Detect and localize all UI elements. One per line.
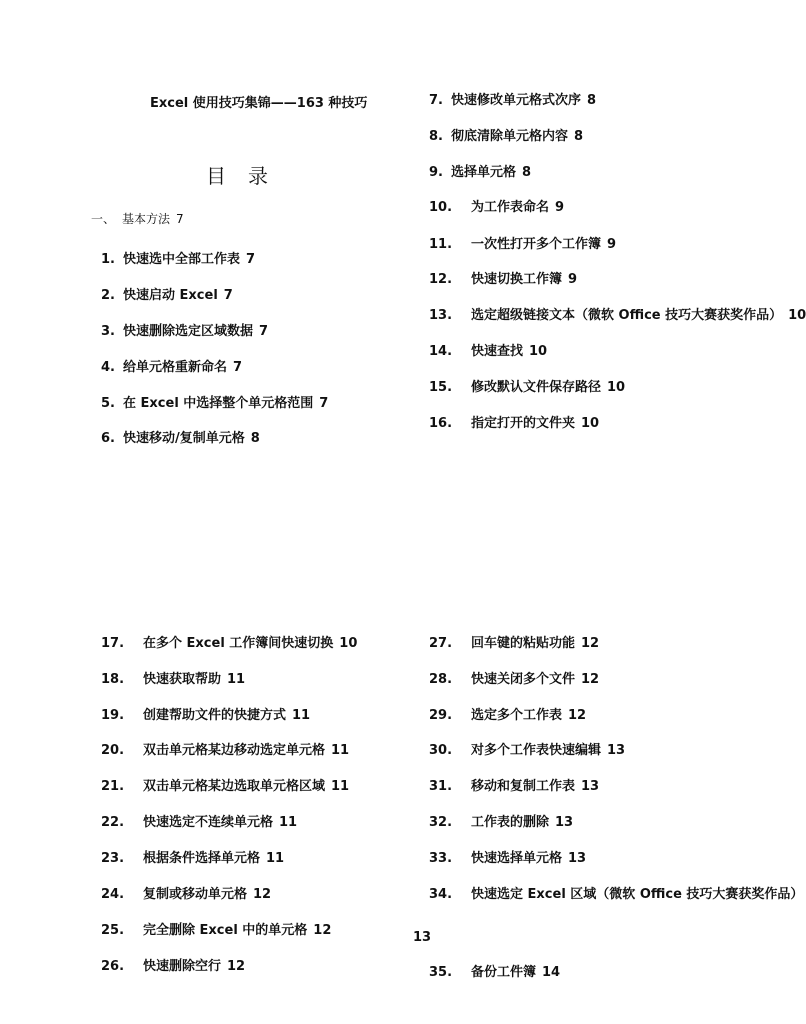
toc-item-16[interactable] (429, 416, 599, 432)
toc-item-page: 7 (233, 360, 243, 375)
toc-item-30[interactable] (429, 743, 625, 759)
toc-item-page: 14 (542, 965, 561, 980)
toc-item-page: 12 (581, 636, 600, 651)
toc-item-text: 快速关闭多个文件 (471, 672, 576, 687)
toc-item-3[interactable] (101, 324, 268, 340)
toc-item-34[interactable] (429, 887, 803, 903)
toc-item-page: 9 (568, 272, 578, 287)
toc-item-number: 3. (101, 324, 115, 339)
toc-item-32[interactable] (429, 815, 573, 831)
toc-item-number: 27. (429, 636, 453, 651)
toc-item-number: 35. (429, 965, 453, 980)
toc-item-page: 8 (250, 431, 260, 446)
toc-item-number: 20. (101, 743, 125, 758)
toc-item-29[interactable] (429, 708, 586, 724)
toc-item-number: 30. (429, 743, 453, 758)
toc-item-33[interactable] (429, 851, 586, 867)
toc-item-page: 11 (266, 851, 285, 866)
toc-item-26[interactable] (101, 959, 245, 975)
toc-item-7[interactable] (429, 93, 596, 109)
toc-item-number: 25. (101, 923, 125, 938)
toc-item-24[interactable] (101, 887, 271, 903)
toc-item-18[interactable] (101, 672, 245, 688)
toc-item-number: 7. (429, 93, 443, 108)
toc-item-number: 17. (101, 636, 125, 651)
toc-item-page: 12 (253, 887, 272, 902)
toc-item-text: 快速选中全部工作表 (123, 252, 241, 267)
toc-item-number: 8. (429, 129, 443, 144)
toc-item-31[interactable] (429, 779, 599, 795)
toc-item-17[interactable] (101, 636, 357, 652)
toc-item-number: 4. (101, 360, 115, 375)
toc-item-25[interactable] (101, 923, 331, 939)
toc-item-27[interactable] (429, 636, 599, 652)
toc-item-35[interactable] (429, 965, 560, 981)
toc-item-number: 26. (101, 959, 125, 974)
toc-item-number: 23. (101, 851, 125, 866)
chapter-title: 基本方法 (122, 212, 171, 226)
toc-item-number: 6. (101, 431, 115, 446)
toc-item-number: 2. (101, 288, 115, 303)
toc-item-page: 8 (574, 129, 584, 144)
toc-item-19[interactable] (101, 708, 310, 724)
toc-item-15[interactable] (429, 380, 625, 396)
toc-item-text: 快速删除空行 (143, 959, 222, 974)
toc-item-text: 在多个 Excel 工作簿间快速切换 (143, 636, 334, 651)
toc-item-number: 19. (101, 708, 125, 723)
toc-item-page: 13 (555, 815, 574, 830)
toc-item-page: 12 (313, 923, 332, 938)
toc-item-number: 29. (429, 708, 453, 723)
toc-item-text: 快速删除选定区域数据 (123, 324, 254, 339)
toc-item-number: 12. (429, 272, 453, 287)
toc-item-page: 11 (279, 815, 298, 830)
toc-item-text: 快速查找 (471, 344, 524, 359)
toc-item-text: 一次性打开多个工作簿 (471, 237, 602, 252)
toc-item-text: 创建帮助文件的快捷方式 (143, 708, 287, 723)
toc-item-text: 移动和复制工作表 (471, 779, 576, 794)
document-title: Excel 使用技巧集锦——163 种技巧 (150, 96, 368, 111)
toc-item-text: 工作表的删除 (471, 815, 550, 830)
toc-item-text: 快速获取帮助 (143, 672, 222, 687)
toc-item-text: 在 Excel 中选择整个单元格范围 (123, 396, 314, 411)
toc-item-number: 34. (429, 887, 453, 902)
toc-item-text: 根据条件选择单元格 (143, 851, 261, 866)
toc-item-page: 10 (581, 416, 600, 431)
toc-item-page: 7 (319, 396, 329, 411)
toc-item-number: 22. (101, 815, 125, 830)
toc-item-page: 10 (788, 308, 806, 323)
toc-item-text: 快速选择单元格 (471, 851, 563, 866)
toc-item-text: 快速切换工作簿 (471, 272, 563, 287)
toc-item-page: 11 (292, 708, 311, 723)
toc-item-page: 11 (331, 779, 350, 794)
toc-item-4[interactable] (101, 360, 242, 376)
toc-item-text: 快速选定不连续单元格 (143, 815, 274, 830)
toc-item-page: 13 (568, 851, 587, 866)
toc-item-text: 快速移动/复制单元格 (123, 431, 245, 446)
toc-item-13[interactable] (429, 308, 806, 324)
toc-item-12[interactable] (429, 272, 577, 288)
toc-item-6[interactable] (101, 431, 260, 447)
toc-item-21[interactable] (101, 779, 349, 795)
toc-item-number: 9. (429, 165, 443, 180)
toc-item-20[interactable] (101, 743, 349, 759)
toc-item-8[interactable] (429, 129, 583, 145)
toc-item-page: 10 (339, 636, 358, 651)
toc-item-page: 9 (555, 200, 565, 215)
toc-item-text: 选定超级链接文本（微软 Office 技巧大赛获奖作品） (471, 308, 783, 323)
toc-item-page: 10 (529, 344, 548, 359)
chapter-heading[interactable] (91, 210, 184, 227)
toc-item-page: 11 (227, 672, 246, 687)
toc-item-number: 5. (101, 396, 115, 411)
toc-item-page: 12 (568, 708, 587, 723)
toc-item-text: 修改默认文件保存路径 (471, 380, 602, 395)
chapter-page: 7 (176, 212, 184, 226)
toc-item-23[interactable] (101, 851, 284, 867)
toc-item-number: 14. (429, 344, 453, 359)
toc-item-28[interactable] (429, 672, 599, 688)
toc-item-5[interactable] (101, 396, 328, 412)
toc-item-page: 13 (581, 779, 600, 794)
toc-item-text: 指定打开的文件夹 (471, 416, 576, 431)
toc-item-2[interactable] (101, 288, 233, 304)
toc-item-text: 完全删除 Excel 中的单元格 (143, 923, 308, 938)
toc-item-page: 13 (607, 743, 626, 758)
toc-item-number: 24. (101, 887, 125, 902)
toc-item-number: 13. (429, 308, 453, 323)
toc-item-page: 7 (259, 324, 269, 339)
toc-item-page: 9 (607, 237, 617, 252)
toc-item-22[interactable] (101, 815, 297, 831)
toc-item-14[interactable] (429, 344, 547, 360)
toc-item-page: 11 (331, 743, 350, 758)
toc-item-number: 33. (429, 851, 453, 866)
toc-item-number: 32. (429, 815, 453, 830)
toc-item-page: 7 (223, 288, 233, 303)
toc-item-number: 10. (429, 200, 453, 215)
toc-heading: 目录 (206, 164, 290, 188)
toc-item-number: 1. (101, 252, 115, 267)
chapter-label: 一、 (91, 212, 116, 226)
toc-item-page: 8 (587, 93, 597, 108)
toc-item-text: 复制或移动单元格 (143, 887, 248, 902)
toc-item-text: 选择单元格 (451, 165, 517, 180)
toc-item-page: 7 (246, 252, 256, 267)
toc-item-text: 快速启动 Excel (123, 288, 218, 303)
toc-item-text: 快速修改单元格式次序 (451, 93, 582, 108)
toc-item-1[interactable] (101, 252, 255, 268)
toc-item-text: 双击单元格某边选取单元格区域 (143, 779, 326, 794)
toc-item-9[interactable] (429, 165, 531, 181)
toc-item-page: 12 (581, 672, 600, 687)
toc-item-text: 备份工件簿 (471, 965, 537, 980)
toc-item-page: 8 (522, 165, 532, 180)
toc-item-text: 选定多个工作表 (471, 708, 563, 723)
toc-item-number: 16. (429, 416, 453, 431)
toc-item-number: 18. (101, 672, 125, 687)
toc-item-text: 快速选定 Excel 区域（微软 Office 技巧大赛获奖作品） (471, 887, 804, 902)
toc-item-page: 12 (227, 959, 246, 974)
toc-item-number: 31. (429, 779, 453, 794)
toc-item-10[interactable] (429, 200, 564, 216)
toc-item-text: 彻底清除单元格内容 (451, 129, 569, 144)
toc-item-text: 双击单元格某边移动选定单元格 (143, 743, 326, 758)
toc-item-text: 给单元格重新命名 (123, 360, 228, 375)
toc-item-text: 对多个工作表快速编辑 (471, 743, 602, 758)
toc-item-11[interactable] (429, 237, 616, 253)
toc-item-number: 28. (429, 672, 453, 687)
toc-item-text: 回车键的粘贴功能 (471, 636, 576, 651)
toc-item-text: 为工作表命名 (471, 200, 550, 215)
toc-item-number: 15. (429, 380, 453, 395)
toc-item-number: 21. (101, 779, 125, 794)
toc-item-34-page: 13 (413, 930, 432, 945)
toc-item-page: 10 (607, 380, 626, 395)
toc-item-number: 11. (429, 237, 453, 252)
